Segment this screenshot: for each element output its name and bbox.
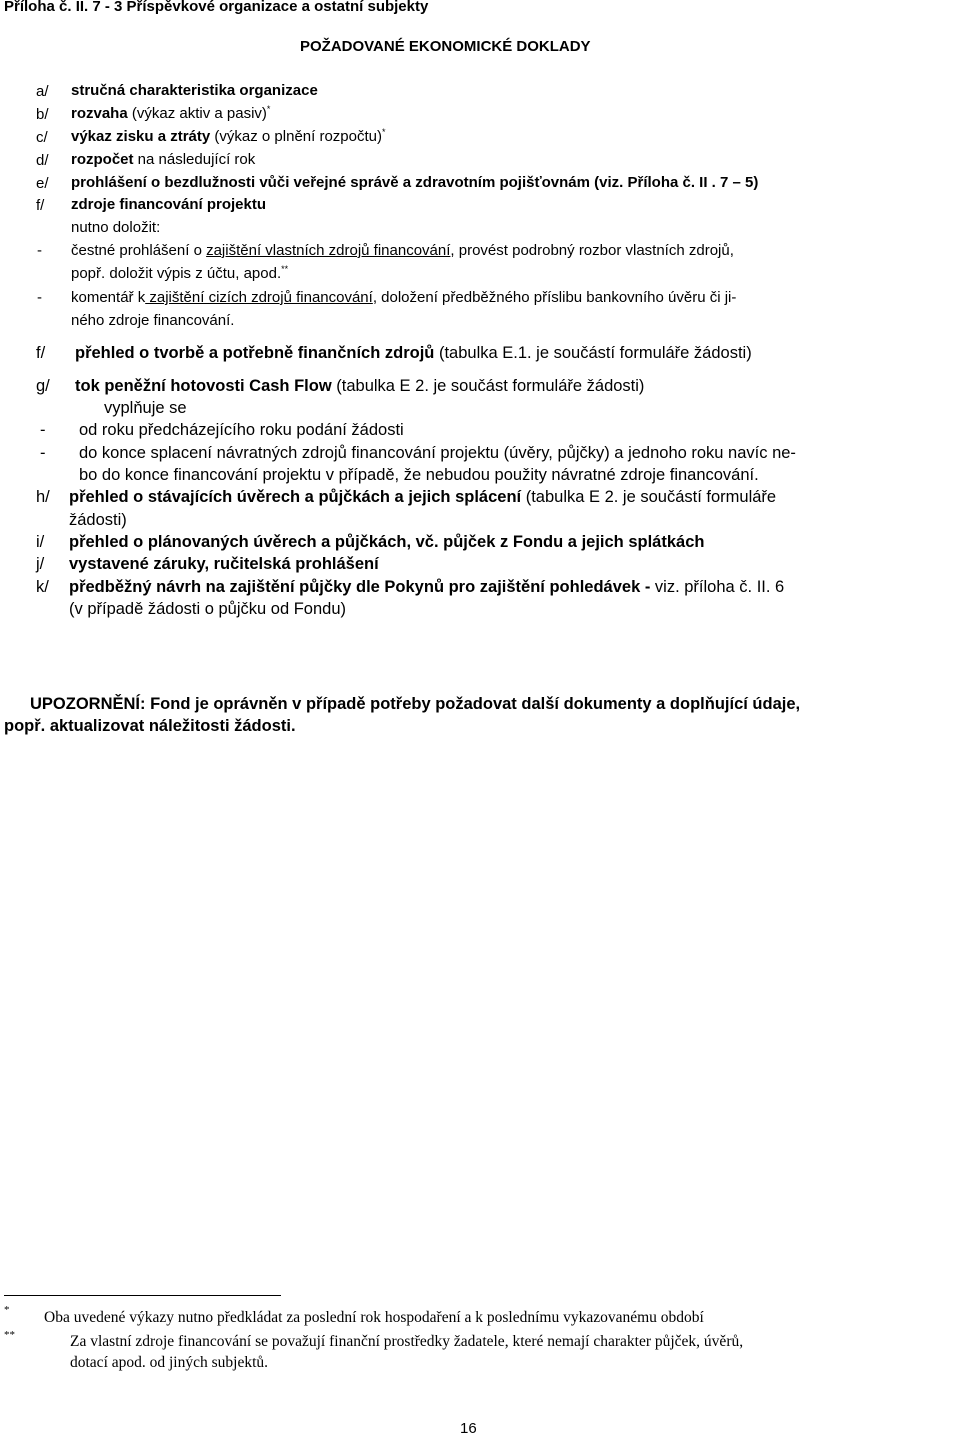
item-label: h/: [36, 488, 50, 506]
item-e-text: prohlášení o bezdlužnosti vůči veřejné správě a zdravotním pojišťovnám (viz. Příloha č. II . 7 – 5): [71, 174, 759, 191]
dash: -: [37, 242, 42, 259]
item-label: i/: [36, 533, 45, 551]
item-j-text: vystavené záruky, ručitelská prohlášení: [69, 555, 379, 573]
dash: -: [40, 421, 46, 439]
item-label: b/: [36, 106, 49, 123]
item-label: f/: [36, 344, 46, 362]
page-title: POŽADOVANÉ EKONOMICKÉ DOKLADY: [300, 38, 591, 55]
f1-bullet-2: komentář k zajištění cizích zdrojů financování, doložení předběžného příslibu bankovního úvěru či ji-: [71, 289, 737, 306]
item-label: e/: [36, 175, 49, 192]
item-f1-title: zdroje financování projektu: [71, 196, 267, 213]
item-k-cont: (v případě žádosti o půjčku od Fondu): [69, 600, 346, 618]
item-label: a/: [36, 83, 49, 100]
page-number: 16: [460, 1420, 477, 1437]
item-h-cont: žádosti): [69, 511, 127, 529]
f1-bullet-1: čestné prohlášení o zajištění vlastních zdrojů financování, provést podrobný rozbor vlastních zdrojů,: [71, 242, 734, 259]
item-b-text: rozvaha (výkaz aktiv a pasiv)*: [71, 104, 271, 122]
item-a-text: stručná charakteristika organizace: [71, 82, 318, 99]
item-label: c/: [36, 129, 48, 146]
item-f2-text: přehled o tvorbě a potřebně finančních zdrojů (tabulka E.1. je součástí formuláře žádosti): [75, 344, 752, 362]
item-k-text: předběžný návrh na zajištění půjčky dle Pokynů pro zajištění pohledávek - viz. příloha č. II. 6: [69, 578, 785, 596]
annex-header: Příloha č. II. 7 - 3 Příspěvkové organizace a ostatní subjekty: [4, 0, 429, 15]
item-f1-intro: nutno doložit:: [71, 219, 161, 236]
item-i-text: přehled o plánovaných úvěrech a půjčkách, vč. půjček z Fondu a jejich splátkách: [69, 533, 705, 551]
notice-line-2: popř. aktualizovat náležitosti žádosti.: [4, 717, 296, 735]
item-c-text: výkaz zisku a ztráty (výkaz o plnění rozpočtu)*: [71, 127, 386, 145]
g-bullet-2: do konce splacení návratných zdrojů financování projektu (úvěry, půjčky) a jednoho roku navíc ne-: [79, 444, 796, 462]
footnote-separator: [4, 1295, 281, 1296]
notice-line-1: UPOZORNĚNÍ: Fond je oprávněn v případě potřeby požadovat další dokumenty a doplňující údaje,: [30, 695, 801, 713]
dash: -: [40, 444, 46, 462]
footnote-1: Oba uvedené výkazy nutno předkládat za poslední rok hospodaření a k poslednímu vykazovanému období: [44, 1309, 704, 1326]
f1-bullet-1-cont: popř. doložit výpis z účtu, apod.**: [71, 264, 289, 282]
item-label: f/: [36, 197, 45, 214]
item-label: k/: [36, 578, 49, 596]
f1-bullet-2-cont: ného zdroje financování.: [71, 312, 235, 329]
item-g-text: tok peněžní hotovosti Cash Flow (tabulka E 2. je součást formuláře žádosti): [75, 377, 645, 395]
item-g-fill: vyplňuje se: [104, 399, 187, 417]
footnote-2: Za vlastní zdroje financování se považují finanční prostředky žadatele, které nemají charakter půjček, úvěrů,: [70, 1333, 744, 1350]
footnote-mark: **: [4, 1329, 15, 1341]
item-label: j/: [36, 555, 45, 573]
item-label: g/: [36, 377, 50, 395]
g-bullet-1: od roku předcházejícího roku podání žádosti: [79, 421, 404, 439]
g-bullet-2-cont: bo do konce financování projektu v případě, že nebudou použity návratné zdroje financování.: [79, 466, 759, 484]
dash: -: [37, 289, 42, 306]
item-label: d/: [36, 152, 49, 169]
footnote-2-cont: dotací apod. od jiných subjektů.: [70, 1354, 269, 1371]
item-d-text: rozpočet na následující rok: [71, 151, 256, 168]
item-h-text: přehled o stávajících úvěrech a půjčkách a jejich splácení (tabulka E 2. je součástí formuláře: [69, 488, 777, 506]
footnote-mark: *: [4, 1304, 10, 1316]
